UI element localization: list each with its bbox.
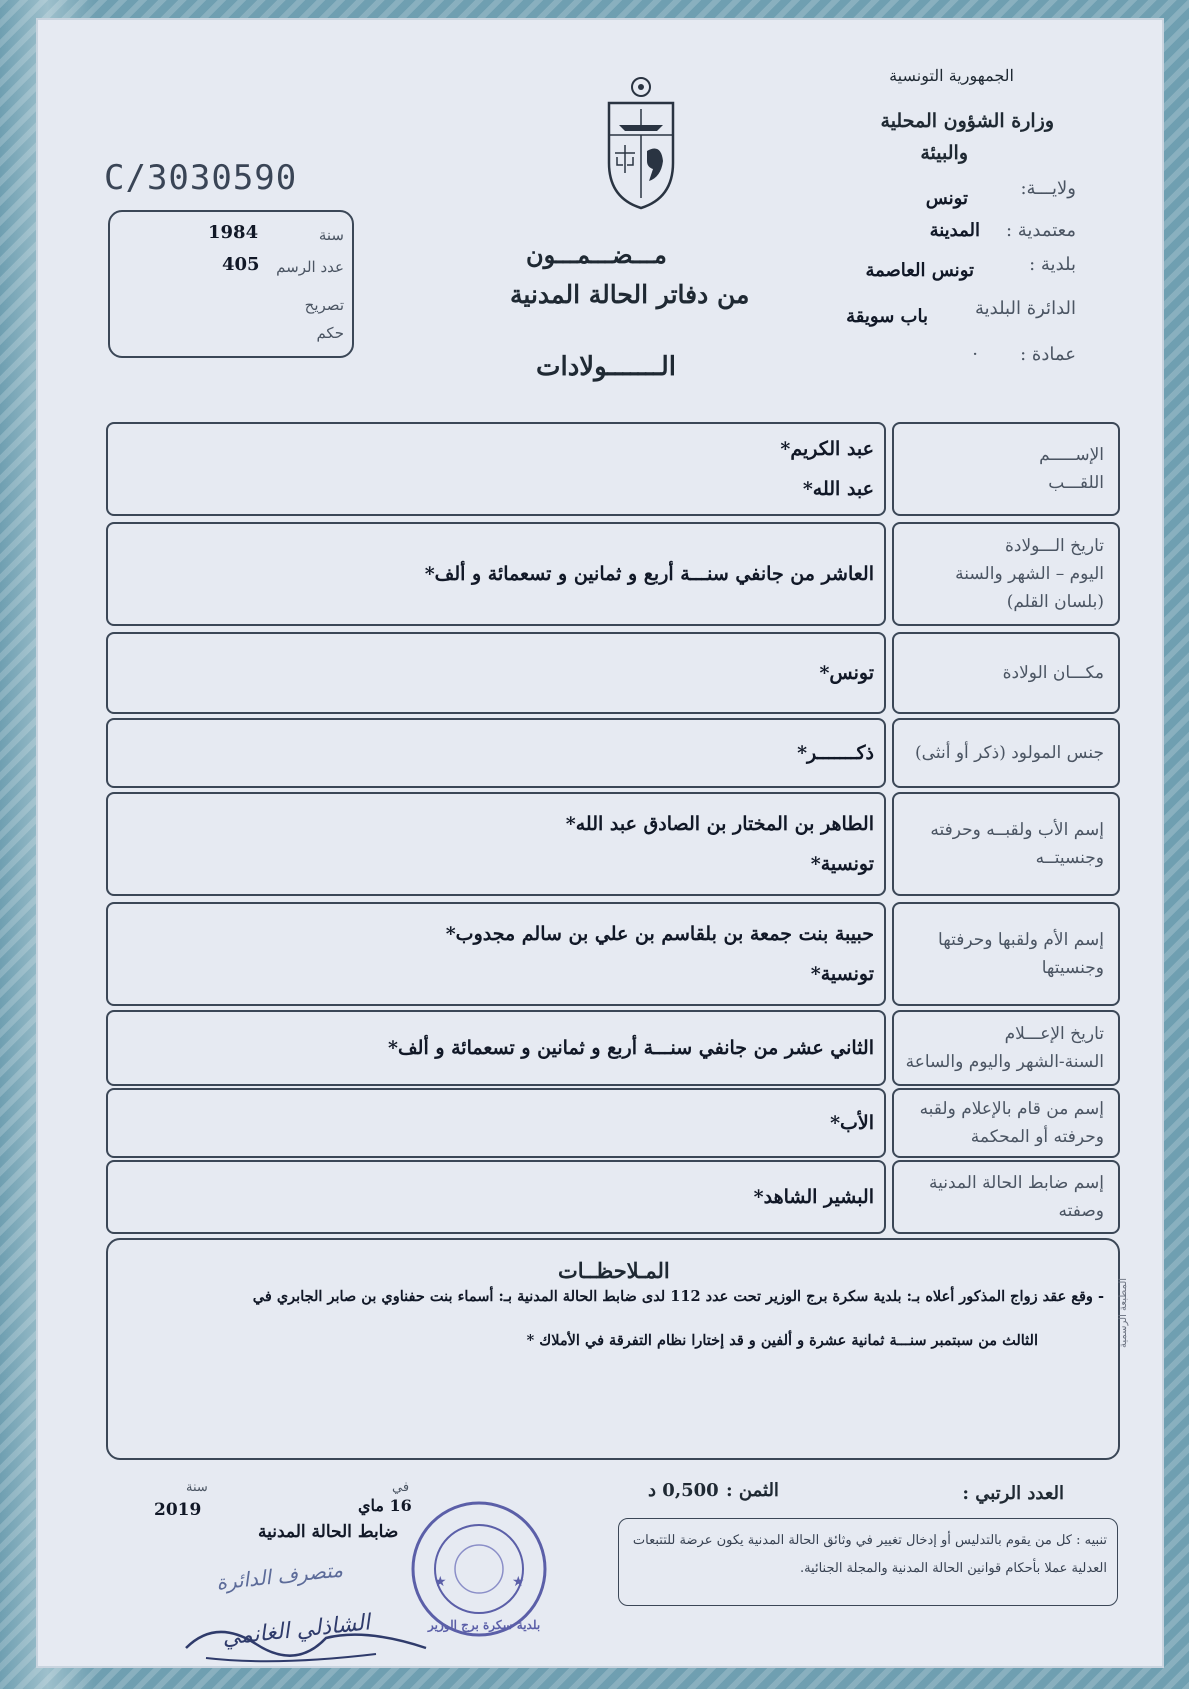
field-value	[780, 429, 874, 509]
record-number-label: عدد الرسم	[276, 258, 344, 276]
document-title-line2: من دفاتر الحالة المدنية	[510, 280, 750, 309]
field-label-line: السنة-الشهر واليوم والساعة	[905, 1052, 1104, 1072]
field-label-line: وجنسيتــه	[1035, 848, 1104, 868]
wilaya-label: ولايـــة:	[1020, 178, 1076, 199]
judgment-label: حكم	[316, 324, 344, 342]
field-label-box	[892, 1160, 1120, 1234]
document-title-births: الـــــــولادات	[536, 352, 677, 382]
field-label-box	[892, 522, 1120, 626]
ministry-name-line2: والبيئة	[920, 142, 968, 164]
field-label-line: اللقـــب	[1048, 473, 1104, 493]
issue-year-value: 2019	[154, 1500, 202, 1520]
price-label: الثمن :	[726, 1480, 779, 1501]
remarks-line1: - وقع عقد زواج المذكور أعلاه بـ: بلدية سكرة برج الوزير تحت عدد 112 لدى ضابط الحالة المدنية بـ: أسماء بنت حفناوي بن صابر الجابري في	[252, 1288, 1104, 1305]
stamp-text: بلدية سكرة برج الوزير	[428, 1618, 541, 1632]
field-value-line: الأب*	[830, 1112, 874, 1134]
field-label-line: الإســـــم	[1039, 445, 1104, 465]
field-label	[902, 816, 1104, 872]
signature-icon	[176, 1608, 436, 1668]
field-label-line: (بلسان القلم)	[1006, 592, 1104, 612]
legal-notice-text: تنبيه : كل من يقوم بالتدليس أو إدخال تغيير في وثائق الحالة المدنية يكون عرضة للتتبعات العدلية عملا بأحكام قوانين الحالة المدنية والمجلة الجنائية.	[632, 1533, 1107, 1576]
baladia-value: تونس العاصمة	[865, 260, 974, 281]
field-label-line: تاريخ الـــولادة	[1004, 536, 1104, 556]
issue-year-label: سنة	[186, 1480, 208, 1495]
field-label-box	[892, 422, 1120, 516]
record-info-box	[108, 210, 354, 358]
wilaya-value: تونس	[925, 188, 968, 209]
field-value	[754, 1177, 874, 1217]
field-value-box	[106, 1160, 886, 1234]
field-value-line: عبد الكريم*	[780, 438, 874, 460]
document-title-line1: مـــضـــمـــون	[526, 240, 667, 269]
field-label-box	[892, 902, 1120, 1006]
field-value-box	[106, 792, 886, 896]
moatamadia-label: معتمدية :	[1005, 220, 1076, 241]
field-label	[902, 1020, 1104, 1076]
field-label-line: وجنسيتها	[1041, 958, 1104, 978]
field-value-line: ذكـــــــر*	[797, 742, 874, 764]
field-value-line: تونسية*	[810, 853, 874, 875]
field-label	[902, 1169, 1104, 1225]
year-value: 1984	[208, 222, 259, 243]
field-value-box	[106, 718, 886, 788]
imada-label: عمادة :	[1020, 344, 1076, 365]
field-value-line: الثاني عشر من جانفي سنـــة أربع و ثمانين و تسعمائة و ألف*	[388, 1037, 874, 1059]
field-value	[566, 804, 874, 884]
year-label: سنة	[318, 226, 344, 244]
field-label	[902, 532, 1104, 616]
field-value-box	[106, 1010, 886, 1086]
field-label	[902, 1095, 1104, 1151]
field-label	[902, 739, 1104, 767]
imada-value: ·	[972, 344, 978, 365]
signer-title: متصرف الدائرة	[215, 1557, 344, 1595]
signer-name: الشاذلي الغانمي	[221, 1610, 372, 1651]
field-value-box	[106, 902, 886, 1006]
field-label-box	[892, 792, 1120, 896]
field-label-line: مكـــان الولادة	[1002, 663, 1104, 683]
record-number-value: 405	[222, 254, 260, 275]
field-label-line: اليوم – الشهر والسنة	[955, 564, 1104, 584]
field-label-line: جنس المولود (ذكر أو أنثى)	[915, 743, 1104, 763]
svg-text:★: ★	[512, 1574, 525, 1590]
field-label-line: إسم ضابط الحالة المدنية	[929, 1173, 1104, 1193]
field-value-box	[106, 522, 886, 626]
ministry-name: وزارة الشؤون المحلية	[880, 110, 1054, 132]
baladia-label: بلدية :	[1029, 254, 1076, 275]
daira-label: الدائرة البلدية	[974, 298, 1076, 319]
birth-certificate-page	[36, 18, 1164, 1668]
remarks-box	[106, 1238, 1120, 1460]
price-value: 0,500 د	[648, 1480, 719, 1501]
svg-text:★: ★	[434, 1574, 447, 1590]
field-value-box	[106, 632, 886, 714]
daira-value: باب سويقة	[846, 306, 928, 327]
field-value	[446, 914, 874, 994]
moatamadia-value: المدينة	[929, 220, 980, 241]
field-value-line: تونسية*	[810, 963, 874, 985]
field-label-line: إسم الأم ولقبها وحرفتها	[938, 930, 1104, 950]
field-label-box	[892, 632, 1120, 714]
field-value-line: العاشر من جانفي سنـــة أربع و ثمانين و تسعمائة و ألف*	[424, 563, 874, 585]
field-label	[902, 926, 1104, 982]
field-label	[902, 441, 1104, 497]
field-label-line: وحرفته أو المحكمة	[970, 1127, 1104, 1147]
remarks-line2: الثالث من سبتمبر سنـــة ثمانية عشرة و ألفين و قد إختارا نظام التفرقة في الأملاك *	[526, 1332, 1038, 1349]
field-value-line: حبيبة بنت جمعة بن بلقاسم بن علي بن سالم مجدوب*	[445, 923, 874, 945]
field-label-line: وصفته	[1058, 1201, 1104, 1221]
field-value	[819, 653, 874, 693]
field-label-line: تاريخ الإعـــلام	[1004, 1024, 1104, 1044]
field-label-line: إسم الأب ولقبــه وحرفته	[930, 820, 1104, 840]
order-number-label: العدد الرتبي :	[962, 1483, 1064, 1504]
field-value	[830, 1103, 874, 1143]
field-value-line: الطاهر بن المختار بن الصادق عبد الله*	[565, 813, 874, 835]
serial-number: C/3030590	[104, 158, 298, 198]
field-label	[902, 659, 1104, 687]
republic-name: الجمهورية التونسية	[889, 66, 1014, 85]
field-label-box	[892, 1010, 1120, 1086]
printer-mark: المطبعة الرسمية	[1118, 1277, 1129, 1348]
field-value-box	[106, 422, 886, 516]
field-value	[425, 554, 874, 594]
officer-title: ضابط الحالة المدنية	[258, 1522, 399, 1542]
field-label-box	[892, 718, 1120, 788]
field-value	[797, 733, 874, 773]
tunisia-emblem-icon	[601, 73, 681, 213]
field-value-line: تونس*	[819, 662, 874, 684]
date-in-label: في	[392, 1480, 410, 1495]
field-label-line: إسم من قام بالإعلام ولقبه	[919, 1099, 1104, 1119]
field-value-line: البشير الشاهد*	[753, 1186, 874, 1208]
issue-day-month: 16 ماي	[358, 1496, 412, 1515]
field-value	[388, 1028, 874, 1068]
legal-notice-box	[618, 1518, 1118, 1606]
remarks-title: المـلاحظــات	[558, 1258, 670, 1283]
field-label-box	[892, 1088, 1120, 1158]
field-value-line: عبد الله*	[802, 478, 874, 500]
field-value-box	[106, 1088, 886, 1158]
declaration-label: تصريح	[304, 296, 344, 314]
